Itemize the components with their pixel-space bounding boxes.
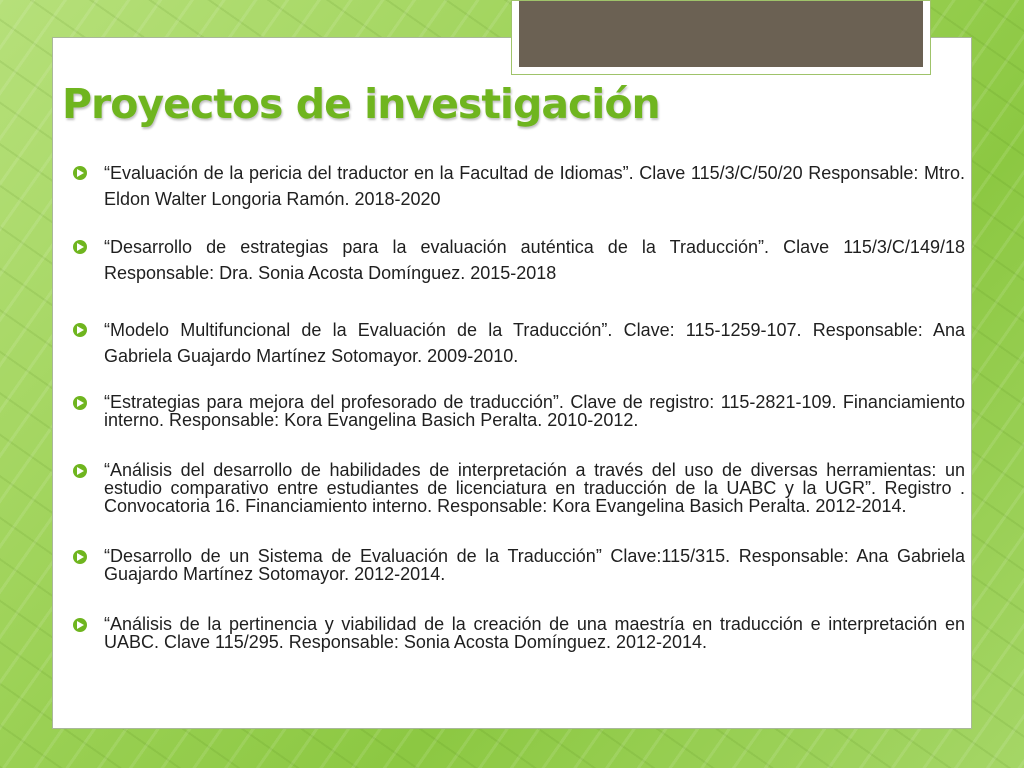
circle-play-bullet-icon [73, 240, 87, 254]
slide-title: Proyectos de investigación [62, 80, 660, 128]
circle-play-bullet-icon [73, 550, 87, 564]
project-item-text: “Modelo Multifuncional de la Evaluación de la Traducción”. Clave: 115-1259-107. Responsable: Ana Gabriela Guajardo Martínez Sotomayor. 2009-2010. [104, 320, 965, 366]
project-item-text: “Evaluación de la pericia del traductor en la Facultad de Idiomas”. Clave 115/3/C/50/20 Responsable: Mtro. Eldon Walter Longoria Ramón. 2018-2020 [104, 163, 965, 209]
header-photo [519, 1, 923, 67]
project-item-text: “Estrategias para mejora del profesorado de traducción”. Clave de registro: 115-2821-109. Financiamiento interno. Responsable: Kora Evangelina Basich Peralta. 2010-2012. [104, 392, 965, 430]
photo-frame [511, 0, 931, 75]
circle-play-bullet-icon [73, 166, 87, 180]
project-item [70, 160, 965, 212]
project-item [70, 615, 965, 651]
project-list [70, 160, 965, 651]
project-item [70, 547, 965, 583]
project-item [70, 317, 965, 369]
project-item-text: “Desarrollo de un Sistema de Evaluación de la Traducción” Clave:115/315. Responsable: Ana Gabriela Guajardo Martínez Sotomayor. 2012-2014. [104, 546, 965, 584]
project-item-text: “Análisis del desarrollo de habilidades de interpretación a través del uso de diversas herramientas: un estudio comparativo entre estudiantes de licenciatura en traducción de la UABC y la UGR”. Registro . Convocatoria 16. Financiamiento interno. Responsable: Kora Evangelina Basich Peralta. 2012-2014. [104, 460, 965, 516]
circle-play-bullet-icon [73, 464, 87, 478]
project-item-text: “Desarrollo de estrategias para la evaluación auténtica de la Traducción”. Clave 115/3/C/149/18 Responsable: Dra. Sonia Acosta Domínguez. 2015-2018 [104, 237, 965, 283]
circle-play-bullet-icon [73, 618, 87, 632]
circle-play-bullet-icon [73, 396, 87, 410]
project-item-text: “Análisis de la pertinencia y viabilidad de la creación de una maestría en traducción e interpretación en UABC. Clave 115/295. Responsable: Sonia Acosta Domínguez. 2012-2014. [104, 614, 965, 652]
project-item [70, 393, 965, 429]
project-item [70, 234, 965, 286]
project-item [70, 461, 965, 515]
circle-play-bullet-icon [73, 323, 87, 337]
